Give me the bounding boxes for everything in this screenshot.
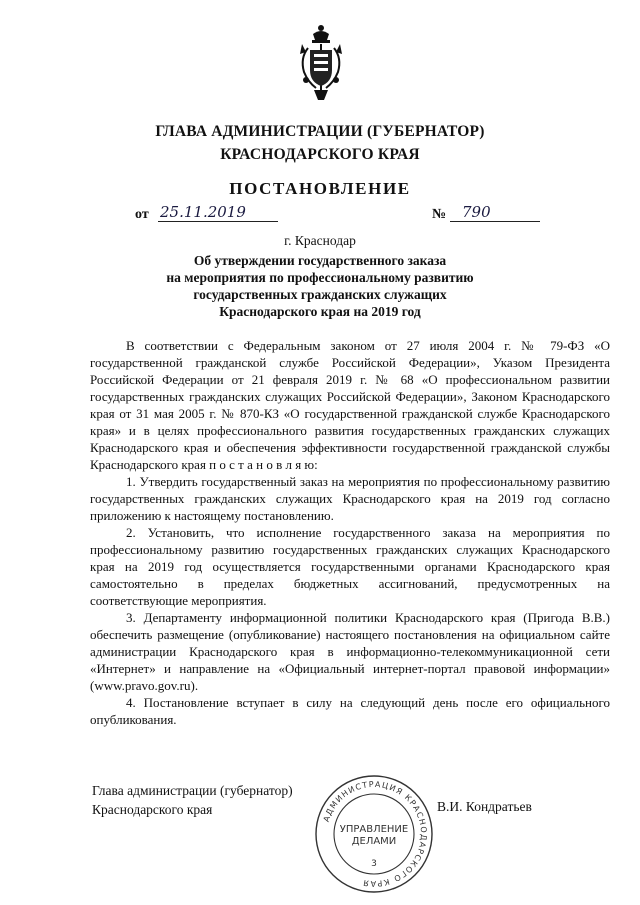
document-type: ПОСТАНОВЛЕНИЕ <box>229 179 411 198</box>
preamble-paragraph: В соответствии с Федеральным законом от 27 июля 2004 г. № 79-ФЗ «О государственной гражданской службе Российской Федерации», Указом Президента Российской Федерации от 21 февраля 2019 г. № 68 «О профессиональном развитии государственных гражданских служащих Российской Федерации», Законом Краснодарского края от 31 мая 2005 г. № 870-КЗ «О государственной гражданской службе Краснодарского края» и в целях профессионального развития государственных гражданских служащих Краснодарского края и обеспечения эффективности государственной гражданской службы Краснодарского края п о с т а н о в л я ю: <box>90 338 610 472</box>
signer-position-line: Глава администрации (губернатор) <box>92 783 293 798</box>
item-4-paragraph: 4. Постановление вступает в силу на следующий день после его официального опубликования. <box>90 695 610 727</box>
stamp-center-line: ДЕЛАМИ <box>351 836 397 847</box>
number-label: № <box>432 207 447 222</box>
official-stamp-icon <box>312 772 436 896</box>
document-body <box>90 337 610 728</box>
city: г. Краснодар <box>284 233 356 248</box>
stamp-ring-text: АДМИНИСТРАЦИЯ КРАСНОДАРСКОГО КРАЯ <box>321 779 429 889</box>
signer-position <box>92 781 293 819</box>
stamp-center-line: УПРАВЛЕНИЕ <box>339 824 409 835</box>
subject-line: Краснодарского края на 2019 год <box>219 304 421 319</box>
date-label: от <box>135 207 149 222</box>
subject-line: на мероприятия по профессиональному развитию <box>166 270 474 285</box>
document-subject <box>140 252 500 320</box>
issuer-region: КРАСНОДАРСКОГО КРАЯ <box>220 146 420 163</box>
item-1-paragraph: 1. Утвердить государственный заказ на мероприятия по профессиональному развитию государственных гражданских служащих Краснодарского края на 2019 год согласно приложению к настоящему постановлению. <box>90 474 610 523</box>
subject-line: государственных гражданских служащих <box>193 287 447 302</box>
signer-position-line: Краснодарского края <box>92 802 213 817</box>
krasnodar-coat-of-arms-icon <box>296 24 346 104</box>
number-value: 790 <box>450 203 540 222</box>
date-value: 25.11.2019 <box>158 203 278 222</box>
issuer-title: ГЛАВА АДМИНИСТРАЦИИ (ГУБЕРНАТОР) <box>155 123 485 140</box>
item-3-paragraph: 3. Департаменту информационной политики Краснодарского края (Пригода В.В.) обеспечить размещение (опубликование) настоящего постановления на официальном сайте администрации Краснодарского края в информационно-телекоммуникационной сети «Интернет» и направление на «Официальный интернет-портал правовой информации» (www.pravo.gov.ru). <box>90 610 610 693</box>
stamp-number: 3 <box>371 859 377 869</box>
signer-name: В.И. Кондратьев <box>437 799 532 814</box>
subject-line: Об утверждении государственного заказа <box>193 253 447 268</box>
item-2-paragraph: 2. Установить, что исполнение государственного заказа на мероприятия по профессиональному развитию государственных гражданских служащих Краснодарского края на 2019 год осуществляется государственными органами Краснодарского края самостоятельно в пределах бюджетных ассигнований, предусмотренных на соответствующие мероприятия. <box>90 525 610 608</box>
